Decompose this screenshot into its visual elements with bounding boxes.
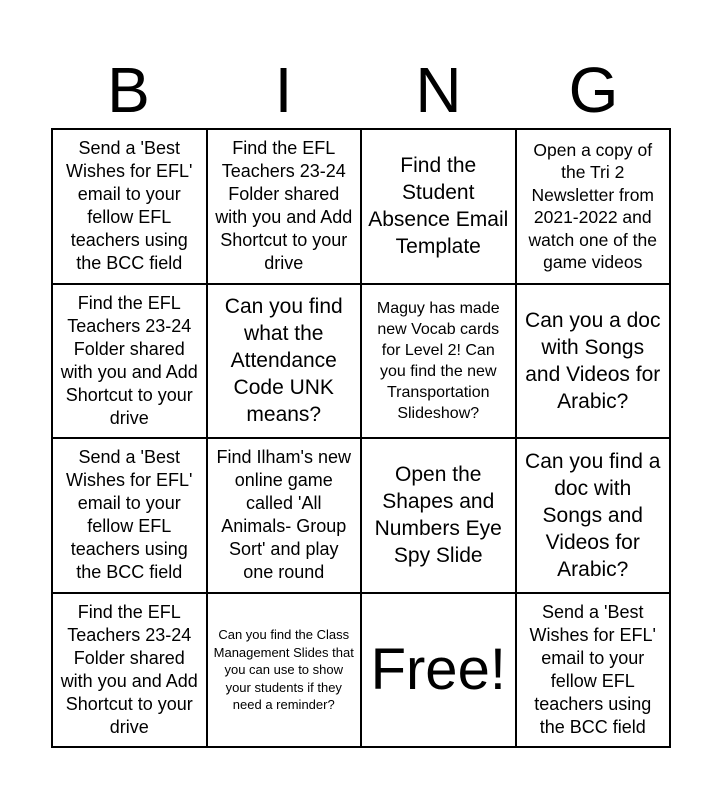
header-letter-n: N (415, 54, 462, 126)
header-letter-i: I (274, 54, 293, 126)
bingo-cell[interactable]: Find the Student Absence Email Template (362, 130, 517, 285)
bingo-cell[interactable]: Can you find a doc with Songs and Videos for Arabic? (517, 439, 672, 594)
bingo-cell[interactable]: Find the EFL Teachers 23-24 Folder shared with you and Add Shortcut to your drive (53, 285, 208, 440)
header-letter-g: G (568, 54, 619, 126)
bingo-cell[interactable]: Open a copy of the Tri 2 Newsletter from 2021-2022 and watch one of the game videos (517, 130, 672, 285)
bingo-cell[interactable]: Find Ilham's new online game called 'All Animals- Group Sort' and play one round (208, 439, 363, 594)
free-space-cell[interactable]: Free! (362, 594, 517, 749)
header-letter-b: B (107, 54, 150, 126)
bingo-cell[interactable]: Find the EFL Teachers 23-24 Folder shared with you and Add Shortcut to your drive (208, 130, 363, 285)
bingo-cell[interactable]: Can you a doc with Songs and Videos for Arabic? (517, 285, 672, 440)
bingo-cell[interactable]: Send a 'Best Wishes for EFL' email to your fellow EFL teachers using the BCC field (517, 594, 672, 749)
bingo-cell[interactable]: Send a 'Best Wishes for EFL' email to your fellow EFL teachers using the BCC field (53, 439, 208, 594)
bingo-cell[interactable]: Send a 'Best Wishes for EFL' email to your fellow EFL teachers using the BCC field (53, 130, 208, 285)
bingo-cell[interactable]: Can you find the Class Management Slides that you can use to show your students if they need a reminder? (208, 594, 363, 749)
bingo-cell[interactable]: Find the EFL Teachers 23-24 Folder shared with you and Add Shortcut to your drive (53, 594, 208, 749)
bingo-header (51, 55, 671, 125)
bingo-cell[interactable]: Maguy has made new Vocab cards for Level 2! Can you find the new Transportation Slideshow? (362, 285, 517, 440)
bingo-cell[interactable]: Can you find what the Attendance Code UNK means? (208, 285, 363, 440)
bingo-grid (51, 128, 671, 748)
bingo-cell[interactable]: Open the Shapes and Numbers Eye Spy Slide (362, 439, 517, 594)
